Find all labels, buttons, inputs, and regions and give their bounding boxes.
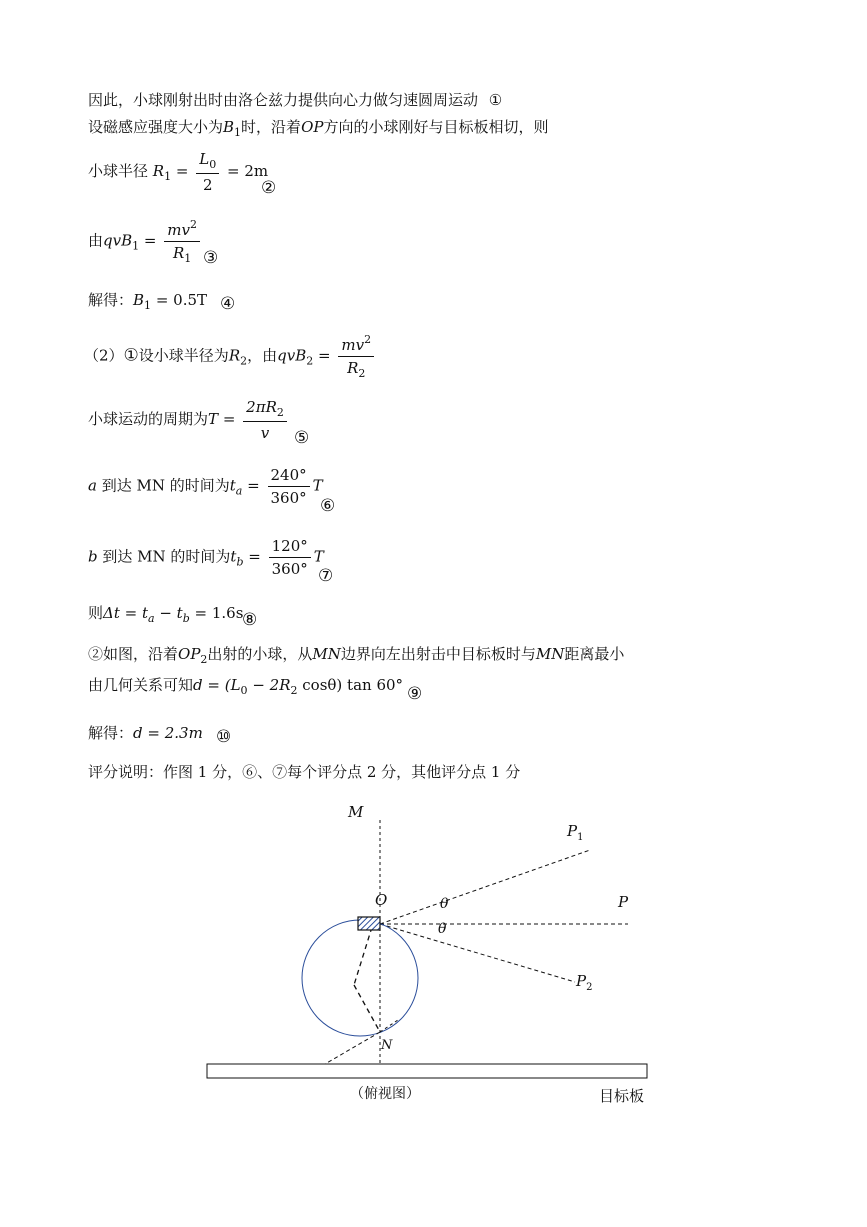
line-10-prefix: 则 (88, 604, 104, 622)
eq-4-equals: = (143, 231, 157, 250)
eq-8-lhs: t (229, 476, 236, 495)
mark-1: ① (488, 91, 503, 109)
eq-12-e: cosθ) tan 60° (297, 676, 404, 694)
mark-9: ⑨ (407, 684, 423, 704)
mark-2: ② (261, 178, 277, 198)
eq-4-lhs-sub: 1 (132, 239, 140, 253)
line-6-circ: ① (123, 345, 139, 366)
eq-4-den-var: R (172, 244, 185, 262)
label-p1-letter: P (567, 822, 578, 840)
eq-10-c: − t (154, 604, 183, 622)
eq-5-rhs: = 0.5T (155, 291, 208, 309)
eq-7-den: v (260, 424, 270, 443)
line-11-b: OP (178, 645, 201, 663)
ray-op1 (380, 850, 590, 924)
exit-tangent-line (380, 1020, 398, 1032)
eq-8-num: 240° (268, 466, 310, 487)
label-p2 (575, 972, 592, 993)
label-theta-1: θ (440, 896, 449, 912)
eq-9-rhs: T (313, 547, 324, 566)
eq-6-num-var: mv (341, 336, 365, 354)
eq-10-b: a (148, 612, 155, 625)
line-6-c: 2 (240, 354, 248, 368)
line-12-prefix: 由几何关系可知 (88, 676, 194, 694)
eq-6-num-sup: 2 (364, 333, 372, 346)
eq-6-den-var: R (347, 359, 359, 377)
line-8-text: 到达 MN 的时间为 (101, 476, 230, 495)
eq-10-a: Δt = t (103, 604, 149, 622)
label-m: M (348, 803, 364, 821)
launcher-box (358, 917, 380, 930)
ray-op2 (380, 924, 575, 982)
eq-7-equals: = (222, 410, 236, 429)
mark-6: ⑥ (320, 496, 336, 516)
line-9-var: b (88, 547, 98, 566)
eq-3-lhs-sub: 1 (164, 170, 172, 184)
line-11-a: ②如图，沿着 (88, 645, 179, 663)
eq-12-a: d = (L (193, 676, 241, 694)
eq-9-equals: = (248, 547, 261, 566)
eq-8-lhs-sub: a (235, 484, 243, 498)
line-6-d: ，由 (247, 346, 278, 365)
line-4-prefix: 由 (88, 231, 104, 250)
line-11-d: 出射的小球，从 (207, 645, 313, 663)
eq-9-num: 120° (269, 537, 311, 558)
eq-12-c: − 2R (247, 676, 291, 694)
mark-3: ③ (203, 248, 219, 268)
eq-6-equals: = (318, 346, 331, 365)
eq-5-lhs-sub: 1 (144, 299, 152, 312)
mark-7: ⑦ (318, 566, 334, 586)
eq-5-lhs: B (133, 291, 145, 309)
label-p1-sub: 1 (577, 832, 584, 843)
line-2-f: 方向的小球刚好与目标板相切，则 (323, 118, 549, 136)
line-6-a: 设小球半径为 (138, 346, 229, 365)
eq-8-rhs: T (312, 476, 323, 495)
eq-7-num-var: 2πR (246, 398, 277, 416)
eq-4-num-sup: 2 (189, 218, 197, 231)
line-2-c: 1 (234, 126, 242, 139)
line-5-prefix: 解得： (88, 291, 134, 309)
line-2-a: 设磁感应强度大小为 (88, 118, 224, 136)
line-2-d: 时，沿着 (241, 118, 302, 136)
line-6-prefix: （2） (84, 346, 124, 365)
eq-7-num-sub: 2 (276, 406, 284, 419)
eq-8-den: 360° (270, 489, 307, 507)
eq-13: d = 2.3m (133, 724, 203, 742)
eq-3-num-var: L (199, 150, 210, 168)
label-p1 (566, 822, 583, 843)
eq-6-den-sub: 2 (358, 367, 366, 380)
line-8-var: a (88, 476, 97, 495)
scoring-note: 评分说明：作图 1 分，⑥、⑦每个评分点 2 分，其他评分点 1 分 (88, 763, 521, 781)
line-9-text: 到达 MN 的时间为 (102, 547, 231, 566)
target-board (207, 1064, 647, 1078)
line-1-text: 因此，小球刚射出时由洛仑兹力提供向心力做匀速圆周运动 (88, 91, 479, 109)
line-11-e: MN (312, 645, 341, 663)
mark-5: ⑤ (294, 428, 310, 448)
line-7-prefix: 小球运动的周期为 (88, 410, 209, 429)
eq-8-equals: = (247, 476, 260, 495)
eq-9-lhs-sub: b (236, 555, 244, 569)
eq-6-lhs: qvB (277, 346, 307, 365)
eq-12-d: 2 (290, 684, 298, 697)
line-2-e: OP (301, 118, 324, 136)
mark-4: ④ (220, 294, 236, 314)
eq-6-lhs-sub: 2 (306, 354, 314, 368)
label-n: N (381, 1038, 393, 1053)
eq-9-lhs: t (230, 547, 237, 566)
eq-3-rhs: = 2m (226, 162, 269, 181)
eq-12-b: 0 (240, 684, 248, 697)
eq-7-lhs: T (208, 410, 219, 429)
radius-line-2 (354, 985, 380, 1032)
line-11-g: MN (535, 645, 565, 663)
eq-4-num-var: mv (167, 221, 190, 239)
eq-4-lhs: qvB (103, 231, 133, 250)
line-13-prefix: 解得： (88, 724, 134, 742)
line-3-prefix: 小球半径 (88, 162, 149, 181)
target-board-label: 目标板 (599, 1087, 645, 1105)
eq-10-d: b (182, 612, 190, 625)
eq-9-den: 360° (271, 560, 308, 578)
label-p: P (618, 893, 629, 911)
line-11-c: 2 (200, 653, 208, 666)
eq-3-equals: = (175, 162, 189, 181)
line-11-f: 边界向左出射击中目标板时与 (340, 645, 536, 663)
eq-3-num-sub: 0 (209, 158, 217, 171)
exit-path-line (325, 1032, 380, 1064)
label-o: O (375, 891, 388, 909)
eq-3-den: 2 (202, 176, 213, 195)
radius-line-1 (354, 927, 372, 985)
line-2-b: B (223, 118, 235, 136)
line-11-h: 距离最小 (564, 645, 625, 663)
mark-8: ⑧ (242, 610, 258, 630)
line-6-b: R (228, 346, 241, 365)
eq-3-lhs: R (152, 162, 165, 181)
label-p2-letter: P (576, 972, 587, 990)
eq-10-e: = 1.6s (189, 604, 244, 622)
mark-10: ⑩ (216, 727, 232, 747)
label-theta-2: θ (438, 921, 447, 937)
eq-4-den-sub: 1 (184, 252, 192, 265)
trajectory-circle (302, 920, 418, 1036)
label-p2-sub: 2 (586, 982, 593, 993)
figure-caption: （俯视图） (350, 1086, 420, 1102)
